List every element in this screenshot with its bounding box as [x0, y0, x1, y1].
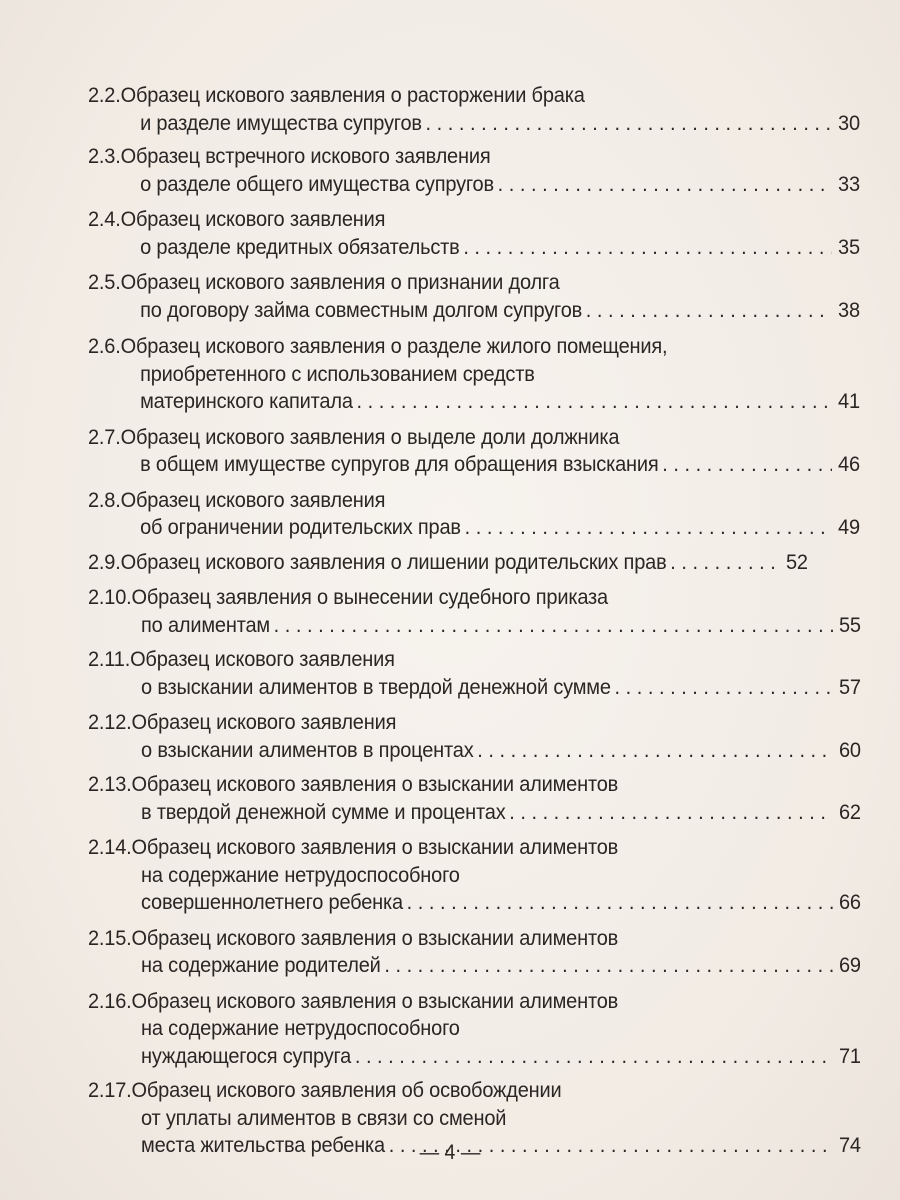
toc-entry-title-line — [88, 709, 808, 737]
toc-entry[interactable] — [88, 143, 860, 198]
toc-entry-title-line — [88, 269, 808, 297]
toc-entry-page-number: 60 — [838, 737, 861, 762]
toc-entry-text: Образец искового заявления о взыскании алиментов — [131, 835, 619, 859]
toc-entry-text: Образец заявления о вынесении судебного приказа — [131, 585, 608, 609]
dot-leader — [498, 171, 832, 199]
toc-entry-title-line — [88, 646, 808, 674]
toc-entry-number: 2.14. — [88, 835, 132, 859]
toc-entry-text: о взыскании алиментов в процентах — [141, 737, 474, 762]
toc-entry-text: Образец искового заявления о взыскании алиментов — [131, 772, 619, 796]
toc-entry-title-line — [88, 333, 808, 361]
toc-entry[interactable] — [88, 988, 861, 1071]
toc-entry-number: 2.15. — [88, 925, 132, 950]
toc-entry-text: Образец искового заявления — [130, 647, 395, 671]
toc-entry-text: об ограничении родительских прав — [140, 515, 461, 539]
toc-entry-text: Образец искового заявления — [131, 710, 397, 734]
dot-leader — [586, 297, 832, 325]
dot-leader — [274, 612, 833, 640]
toc-entry-title-line — [88, 771, 808, 799]
toc-entry-page-number: 33 — [838, 171, 860, 196]
toc-entry-continuation-line — [88, 799, 861, 827]
toc-entry-text: и разделе имущества супругов — [140, 110, 422, 135]
toc-entry-title-line — [88, 424, 808, 452]
toc-entry-text: Образец искового заявления о взыскании алиментов — [131, 925, 619, 950]
toc-entry-number: 2.5. — [88, 270, 121, 294]
toc-entry-title-line — [88, 925, 808, 953]
toc-entry-continuation-line — [88, 889, 861, 917]
toc-entry-continuation-line — [88, 171, 860, 199]
toc-entry-text: нуждающегося супруга — [141, 1043, 352, 1068]
dot-leader — [662, 451, 832, 479]
toc-entry-number: 2.3. — [88, 144, 121, 168]
toc-entry-text: Образец встречного искового заявления — [120, 144, 491, 168]
toc-entry-continuation-line — [88, 612, 861, 640]
toc-entry-text: о взыскании алиментов в твердой денежной сумме — [141, 674, 611, 699]
toc-entry-text: Образец искового заявления о выделе доли должника — [120, 424, 620, 449]
toc-entry[interactable] — [88, 333, 860, 416]
toc-entry-continuation-line — [88, 674, 861, 702]
toc-entry-text: Образец искового заявления о лишении родительских прав — [120, 549, 667, 574]
toc-entry-continuation-line — [88, 1105, 861, 1133]
toc-entry[interactable] — [88, 771, 861, 826]
toc-entry[interactable] — [88, 206, 860, 261]
toc-entry-text: совершеннолетнего ребенка — [141, 890, 403, 914]
toc-entry-number: 2.8. — [88, 487, 121, 512]
toc-entry-continuation-line — [88, 952, 861, 980]
toc-entry-number: 2.11. — [88, 647, 131, 671]
toc-entry-text: Образец искового заявления о признании долга — [120, 270, 560, 294]
toc-entry[interactable] — [88, 549, 808, 577]
toc-entry-continuation-line — [88, 234, 860, 262]
toc-entry-text: Образец искового заявления о разделе жилого помещения, — [120, 334, 668, 358]
toc-entry-page-number: 52 — [785, 549, 808, 574]
toc-entry-continuation-line — [88, 451, 860, 479]
toc-entry-title-line — [88, 988, 808, 1016]
dot-leader — [407, 889, 833, 917]
toc-entry[interactable] — [88, 82, 860, 137]
toc-entry-title-line — [88, 206, 808, 234]
toc-entry-page-number: 57 — [838, 674, 861, 699]
toc-entry-title-line — [88, 549, 808, 577]
dot-leader — [463, 234, 832, 262]
dot-leader — [355, 1043, 833, 1071]
toc-entry-page-number: 46 — [838, 452, 860, 476]
toc-entry-text: Образец искового заявления — [120, 207, 386, 231]
toc-entry-continuation-line — [88, 1015, 861, 1043]
toc-entry-text: приобретенного с использованием средств — [140, 361, 535, 386]
toc-entry-continuation-line — [88, 361, 860, 389]
toc-entry-number: 2.13. — [88, 772, 132, 796]
toc-entry[interactable] — [88, 646, 861, 701]
toc-entry-page-number: 62 — [838, 799, 861, 824]
page-number: — 4 — — [419, 1141, 481, 1164]
toc-entry-continuation-line — [88, 297, 860, 325]
dot-leader — [356, 388, 832, 416]
toc-entry[interactable] — [88, 269, 860, 324]
toc-entry[interactable] — [88, 925, 861, 980]
toc-entry-title-line — [88, 584, 808, 612]
dot-leader — [477, 737, 833, 765]
toc-entry-number: 2.17. — [88, 1078, 132, 1102]
toc-entry[interactable] — [88, 834, 861, 917]
toc-entry-title-line — [88, 143, 808, 171]
toc-entry-number: 2.10. — [88, 585, 132, 609]
toc-entry[interactable] — [88, 487, 860, 542]
toc-entry-page-number: 41 — [838, 389, 860, 413]
toc-entry-number: 2.12. — [88, 710, 132, 734]
toc-entry-text: Образец искового заявления об освобождении — [131, 1078, 562, 1102]
toc-entry-number: 2.4. — [88, 207, 121, 231]
toc-entry-page-number: 49 — [838, 515, 860, 539]
toc-entry-number: 2.9. — [88, 549, 121, 574]
toc-entry-number: 2.6. — [88, 334, 121, 358]
toc-entry-text: материнского капитала — [140, 389, 353, 413]
toc-entry-page-number: 74 — [838, 1133, 861, 1157]
toc-entry-continuation-line — [88, 388, 860, 416]
toc-entry-text: Образец искового заявления о расторжении брака — [120, 83, 585, 107]
toc-entry-continuation-line — [88, 110, 860, 138]
toc-entry-number: 2.2. — [88, 83, 121, 107]
toc-entry[interactable] — [88, 584, 861, 639]
dot-leader — [426, 110, 832, 138]
toc-entry-title-line — [88, 82, 808, 110]
toc-entry-continuation-line — [88, 514, 860, 542]
toc-entry-text: по договору займа совместным долгом супругов — [140, 297, 583, 322]
toc-entry-title-line — [88, 487, 808, 515]
toc-entry[interactable] — [88, 709, 861, 764]
toc-entry-page-number: 71 — [838, 1043, 861, 1068]
toc-entry-title-line — [88, 1077, 808, 1105]
toc-entry-text: Образец искового заявления о взыскании алиментов — [131, 988, 619, 1013]
toc-entry-number: 2.16. — [88, 988, 132, 1013]
toc-entry-text: на содержание нетрудоспособного — [141, 862, 460, 887]
toc-entry-text: о разделе кредитных обязательств — [140, 234, 460, 259]
toc-entry-page-number: 35 — [838, 234, 860, 259]
toc-entry-page-number: 66 — [838, 890, 861, 914]
toc-entry[interactable] — [88, 424, 860, 479]
toc-entry-text: Образец искового заявления — [120, 487, 386, 512]
toc-entry-text: от уплаты алиментов в связи со сменой — [141, 1105, 507, 1130]
toc-entry-page-number: 55 — [838, 612, 861, 637]
toc-entry-page-number: 69 — [838, 953, 861, 977]
dot-leader — [615, 674, 833, 702]
table-of-contents — [88, 82, 861, 1160]
toc-entry-text: на содержание родителей — [141, 953, 381, 977]
toc-entry-text: места жительства ребенка — [141, 1133, 385, 1157]
toc-entry-number: 2.7. — [88, 424, 121, 449]
dot-leader — [509, 799, 833, 827]
toc-entry-continuation-line — [88, 737, 861, 765]
toc-entry-page-number: 38 — [838, 297, 860, 322]
toc-entry-continuation-line — [88, 862, 861, 890]
toc-entry-text: по алиментам — [141, 612, 270, 637]
toc-entry-text: о разделе общего имущества супругов — [140, 171, 494, 196]
toc-entry-title-line — [88, 834, 808, 862]
dot-leader — [384, 952, 833, 980]
toc-entry-text: в твердой денежной сумме и процентах — [141, 799, 506, 824]
dot-leader — [670, 549, 780, 577]
toc-entry-text: в общем имуществе супругов для обращения взыскания — [140, 452, 659, 476]
toc-entry-page-number: 30 — [838, 110, 860, 135]
dot-leader — [465, 514, 832, 542]
toc-entry-text: на содержание нетрудоспособного — [141, 1016, 460, 1040]
toc-entry-continuation-line — [88, 1043, 861, 1071]
